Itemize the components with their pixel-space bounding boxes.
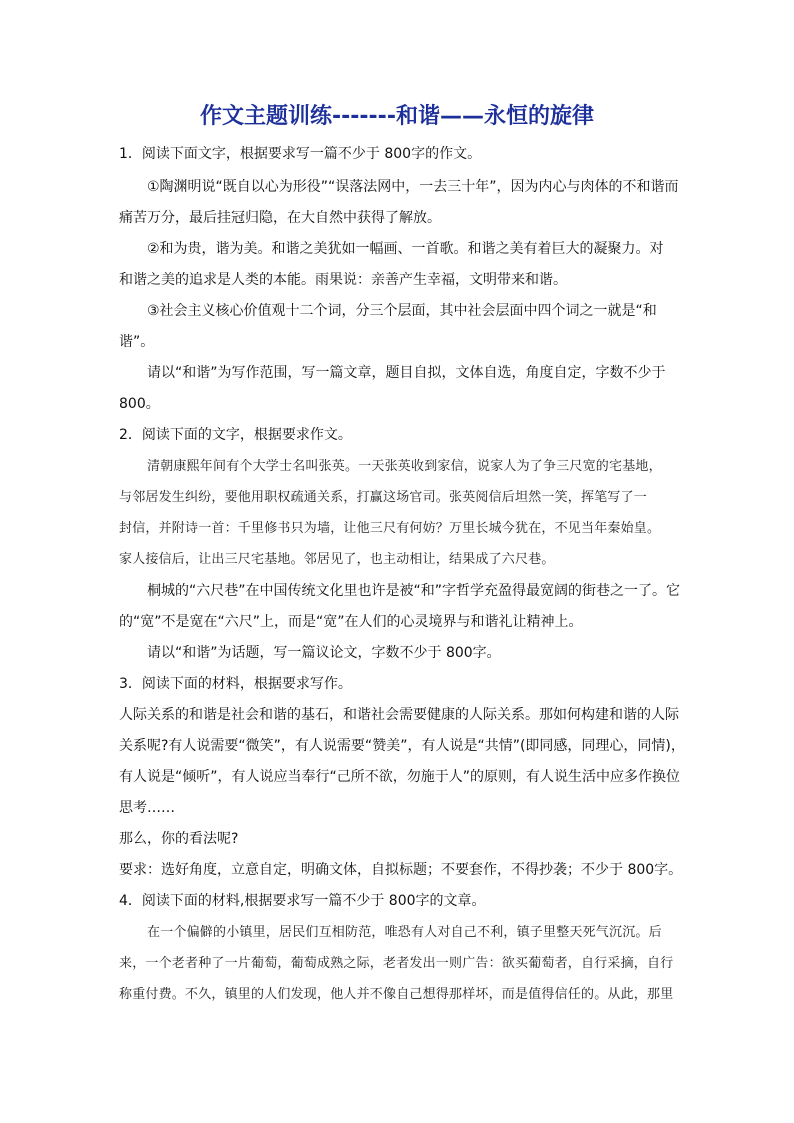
q4-story-line-3: 称重付费。不久，镇里的人们发现，他人并不像自己想得那样坏，而是值得信任的。从此，那里 xyxy=(119,987,674,1002)
q1-requirement-line-2: 800。 xyxy=(119,396,160,412)
q2-story-line-3: 封信，并附诗一首：千里修书只为墙，让他三尺有何妨？万里长城今犹在，不见当年秦始皇。 xyxy=(119,521,661,536)
q3-text-line-1: 人际关系的和谐是社会和谐的基石，和谐社会需要健康的人际关系。那如何构建和谐的人际 xyxy=(119,707,679,723)
q2-requirement: 请以“和谐”为话题，写一篇议论文，字数不少于 800字。 xyxy=(147,645,501,661)
q2-story-line-1: 清朝康熙年间有个大学士名叫张英。一天张英收到家信，说家人为了争三尺宽的宅基地， xyxy=(147,459,662,474)
q3-heading: 3．阅读下面的材料，根据要求写作。 xyxy=(119,676,352,692)
q3-question: 那么，你的看法呢? xyxy=(119,831,239,847)
q3-text-line-4: 思考…… xyxy=(119,800,175,816)
q1-material-2-line-2: 和谐之美的追求是人类的本能。雨果说：亲善产生幸福，文明带来和谐。 xyxy=(119,272,567,288)
q1-heading: 1．阅读下面文字，根据要求写一篇不少于 800字的作文。 xyxy=(119,146,482,162)
q2-story-line-2: 与邻居发生纠纷，要他用职权疏通关系，打赢这场官司。张英阅信后坦然一笑，挥笔写了一 xyxy=(119,490,648,505)
q2-heading: 2．阅读下面的文字，根据要求作文。 xyxy=(119,427,352,443)
q3-text-line-2: 关系呢?有人说需要“微笑”，有人说需要“赞美”，有人说是“共情”(即同感，同理心，同情)， xyxy=(119,738,685,754)
q3-text-line-3: 有人说是“倾听”，有人说应当奉行“己所不欲，勿施于人”的原则，有人说生活中应多作换位 xyxy=(119,769,681,785)
q4-story-line-2: 来，一个老者种了一片葡萄，葡萄成熟之际，老者发出一则广告：欲买葡萄者，自行采摘，自行 xyxy=(119,956,674,971)
q3-requirement: 要求：选好角度，立意自定，明确文体，自拟标题；不要套作，不得抄袭；不少于 800字。 xyxy=(119,862,683,878)
q2-story-line-4: 家人接信后，让出三尺宅基地。邻居见了，也主动相让，结果成了六尺巷。 xyxy=(119,552,555,567)
q1-material-2-line-1: ②和为贵，谐为美。和谐之美犹如一幅画、一首歌。和谐之美有着巨大的凝聚力。对 xyxy=(147,241,664,257)
q1-material-1-line-1: ①陶渊明说“既自以心为形役”“误落法网中，一去三十年”，因为内心与肉体的不和谐而 xyxy=(147,179,679,195)
q1-material-3-line-2: 谐”。 xyxy=(119,334,155,350)
q4-story-line-1: 在一个偏僻的小镇里，居民们互相防范，唯恐有人对自己不利，镇子里整天死气沉沉。后 xyxy=(147,925,662,940)
q2-paragraph-line-1: 桐城的“六尺巷”在中国传统文化里也许是被“和”字哲学充盈得最宽阔的街巷之一了。它 xyxy=(147,583,681,599)
q1-material-1-line-2: 痛苦万分，最后挂冠归隐，在大自然中获得了解放。 xyxy=(119,210,441,226)
page-title: 作文主题训练-------和谐——永恒的旋律 xyxy=(200,104,594,129)
q4-heading: 4．阅读下面的材料,根据要求写一篇不少于 800字的文章。 xyxy=(119,893,486,909)
q1-material-3-line-1: ③社会主义核心价值观十二个词，分三个层面，其中社会层面中四个词之一就是“和 xyxy=(147,303,657,319)
q1-requirement-line-1: 请以“和谐”为写作范围，写一篇文章，题目自拟，文体自选，角度自定，字数不少于 xyxy=(147,365,666,381)
q2-paragraph-line-2: 的“宽”不是宽在“六尺”上，而是“宽”在人们的心灵境界与和谐礼让精神上。 xyxy=(119,614,583,630)
